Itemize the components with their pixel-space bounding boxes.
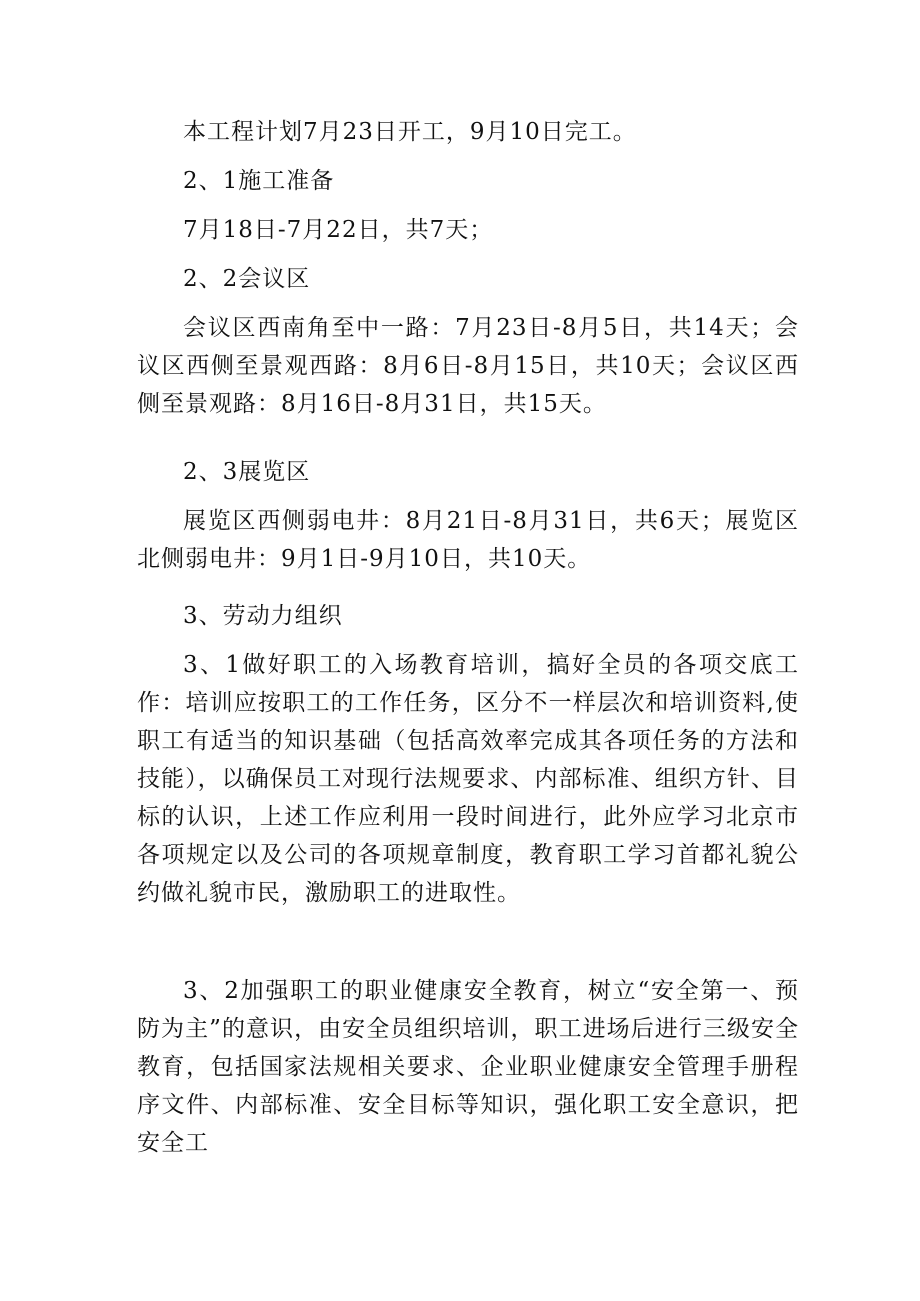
paragraph-exhibition-area: 展览区西侧弱电井：8月21日-8月31日，共6天；展览区北侧弱电井：9月1日-9月10日，共10天。	[137, 508, 799, 572]
heading-labor-organization: 3、劳动力组织	[183, 603, 343, 629]
paragraph-construction-prep: 7月18日-7月22日，共7天；	[183, 217, 494, 243]
heading-conference-area: 2、2会议区	[183, 266, 311, 292]
heading-construction-prep: 2、1施工准备	[183, 168, 335, 194]
paragraph-safety-education: 3、2加强职工的职业健康安全教育，树立“安全第一、预防为主”的意识，由安全员组织培训，职工进场后进行三级安全教育，包括国家法规相关要求、企业职业健康安全管理手册程序文件、内部标准、安全目标等知识，强化职工安全意识，把安全工	[137, 978, 799, 1156]
paragraph-conference-area: 会议区西南角至中一路：7月23日-8月5日，共14天；会议区西侧至景观西路：8月6日-8月15日，共10天；会议区西侧至景观路：8月16日-8月31日，共15天。	[137, 315, 799, 417]
paragraph-training: 3、1做好职工的入场教育培训，搞好全员的各项交底工作：培训应按职工的工作任务，区分不一样层次和培训资料,使职工有适当的知识基础（包括高效率完成其各项任务的方法和技能），以确保员工对现行法规要求、内部标准、组织方针、目标的认识，上述工作应利用一段时间进行，此外应学习北京市各项规定以及公司的各项规章制度，教育职工学习首都礼貌公约做礼貌市民，激励职工的进取性。	[137, 652, 799, 906]
paragraph-schedule-overview: 本工程计划7月23日开工，9月10日完工。	[183, 119, 637, 145]
heading-exhibition-area: 2、3展览区	[183, 459, 311, 485]
